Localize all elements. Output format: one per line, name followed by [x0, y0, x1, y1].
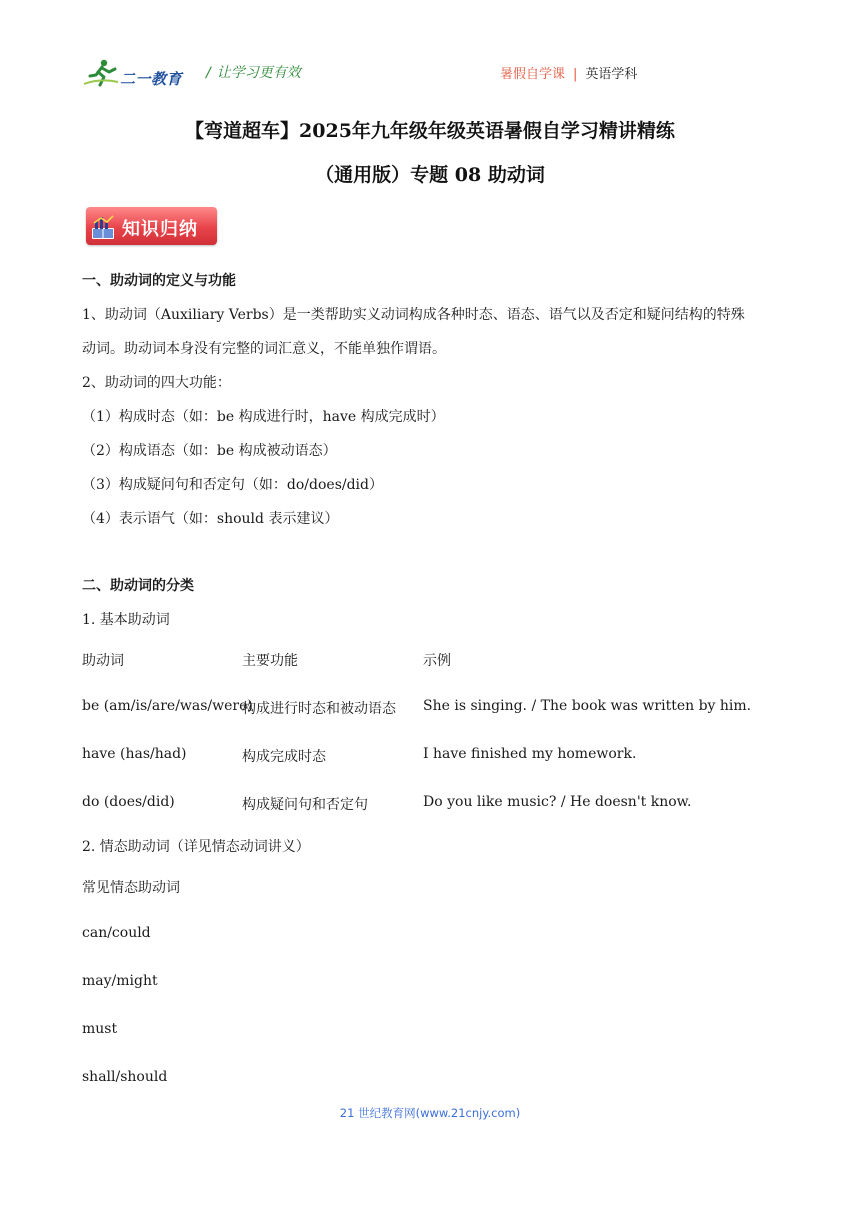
table-cell-function: 构成完成时态: [242, 749, 326, 765]
modal-item: must: [82, 1021, 118, 1037]
table-cell-auxiliary: have (has/had): [82, 746, 187, 762]
modal-list-header: 常见情态助动词: [82, 880, 180, 896]
page-header: [82, 54, 782, 90]
table-cell-auxiliary: be (am/is/are/was/were): [82, 698, 253, 714]
header-separator: |: [573, 67, 578, 82]
function-item: （2）构成语态（如：be 构成被动语态）: [82, 443, 337, 459]
table-cell-function: 构成疑问句和否定句: [242, 797, 368, 813]
table-cell-example: I have finished my homework.: [423, 746, 637, 762]
function-item: （3）构成疑问句和否定句（如：do/does/did）: [82, 477, 383, 493]
table-cell-example: She is singing. / The book was written by him.: [423, 698, 752, 714]
course-label: 暑假自学课: [500, 67, 566, 82]
badge-label: 知识归纳: [122, 219, 198, 240]
modal-auxiliary-subheading: 2. 情态助动词（详见情态动词讲义）: [82, 839, 310, 855]
page-title-line1: 【弯道超车】2025年九年级年级英语暑假自学习精讲精练: [185, 120, 675, 142]
function-item: （1）构成时态（如：be 构成进行时，have 构成完成时）: [82, 409, 445, 425]
table-cell-function: 构成进行时态和被动语态: [242, 701, 396, 717]
page-title-line2: （通用版）专题 08 助动词: [315, 164, 545, 186]
table-header-example: 示例: [423, 653, 451, 669]
section1-heading: 一、助动词的定义与功能: [82, 273, 236, 289]
slogan: / 让学习更有效: [206, 65, 301, 81]
modal-item: may/might: [82, 973, 158, 989]
definition-line1: 1、助动词（Auxiliary Verbs）是一类帮助实义动词构成各种时态、语态、语气以及否定和疑问结构的特殊: [82, 307, 745, 323]
subject-label: 英语学科: [585, 67, 638, 82]
header-course-info: [500, 63, 637, 82]
table-header-function: 主要功能: [242, 653, 298, 669]
table-header-auxiliary: 助动词: [82, 653, 124, 669]
section2-heading: 二、助动词的分类: [82, 578, 194, 594]
functions-intro: 2、助动词的四大功能：: [82, 375, 231, 391]
basic-auxiliary-subheading: 1. 基本助动词: [82, 612, 170, 628]
table-cell-auxiliary: do (does/did): [82, 794, 175, 810]
runner-logo-icon: [82, 58, 120, 88]
modal-item: shall/should: [82, 1069, 168, 1085]
book-chart-icon: [90, 213, 116, 241]
table-cell-example: Do you like music? / He doesn't know.: [423, 794, 692, 810]
function-item: （4）表示语气（如：should 表示建议）: [82, 511, 339, 527]
modal-item: can/could: [82, 925, 151, 941]
knowledge-summary-badge: [86, 207, 217, 245]
logo: [82, 58, 192, 88]
slogan-text: 让学习更有效: [216, 65, 301, 81]
page-footer[interactable]: 21 世纪教育网(www.21cnjy.com): [339, 1106, 521, 1120]
logo-text: 二一教育: [120, 71, 183, 88]
definition-line2: 动词。助动词本身没有完整的词汇意义，不能单独作谓语。: [82, 341, 446, 357]
